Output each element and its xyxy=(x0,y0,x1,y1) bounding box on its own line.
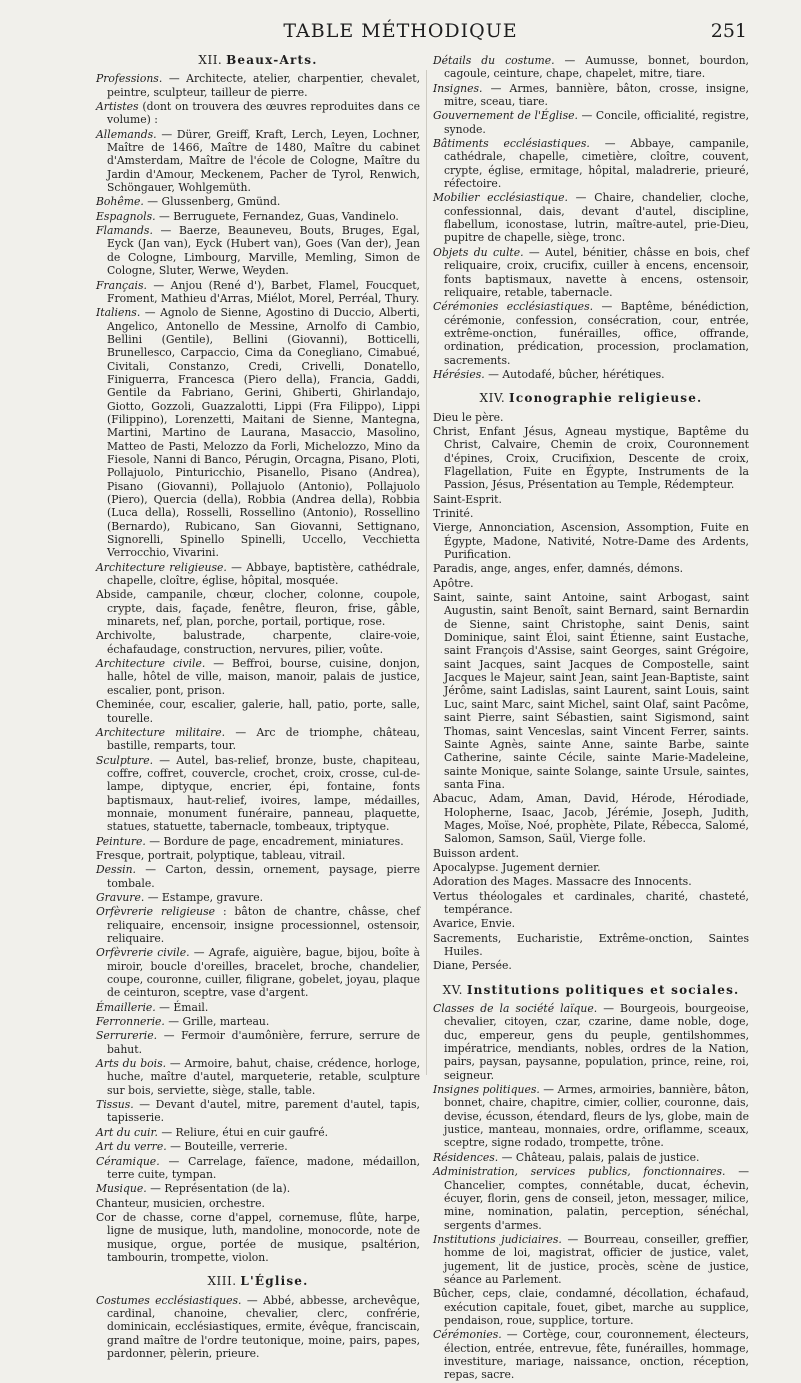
entry-text: Fresque, portrait, polyptique, tableau, vitrail. xyxy=(96,848,346,862)
entry-term: Musique. xyxy=(96,1182,147,1196)
entry-term: Céramique. xyxy=(96,1154,160,1168)
entry-term: Résidences. xyxy=(433,1150,499,1164)
index-entry xyxy=(433,368,749,381)
index-entry xyxy=(433,861,749,874)
index-entry xyxy=(96,726,420,753)
entry-text: — Château, palais, palais de justice. xyxy=(498,1150,700,1164)
entry-term: Émaillerie. xyxy=(96,1000,156,1014)
entry-term: Orfèvrerie religieuse xyxy=(96,905,216,919)
entry-term: Architecture civile. xyxy=(96,657,206,671)
entry-text: Apocalypse. Jugement dernier. xyxy=(433,860,601,874)
index-entry xyxy=(96,561,420,588)
entry-text: Dieu le père. xyxy=(433,410,504,424)
index-entry xyxy=(96,195,420,208)
index-entry xyxy=(96,835,420,848)
index-entry xyxy=(96,754,420,834)
page-header xyxy=(0,20,801,46)
entry-text: Diane, Persée. xyxy=(433,959,512,973)
entry-term: Arts du bois. xyxy=(96,1057,167,1071)
section-title: Iconographie religieuse. xyxy=(509,391,703,406)
section-number: XIV. xyxy=(479,391,506,406)
index-entry xyxy=(433,1287,749,1327)
entry-text: — Architecte, atelier, charpentier, chevalet, peintre, sculpteur, tailleur de pierre. xyxy=(107,72,420,99)
entry-text: Bûcher, ceps, claie, condamné, décollation, échafaud, exécution capitale, fouet, gibet, marche au supplice, pendaison, roue, supplice, torture. xyxy=(433,1287,749,1327)
index-entry xyxy=(96,224,420,277)
entry-text: — Émail. xyxy=(155,1000,209,1014)
entry-term: Insignes. xyxy=(433,81,483,95)
entry-term: Espagnols. xyxy=(96,209,156,223)
entry-text: Abside, campanile, chœur, clocher, colonne, coupole, crypte, dais, façade, fenêtre, fleuron, frise, gâble, minarets, nef, plan, porche, portail, portique, rose. xyxy=(96,588,420,629)
entry-term: Gouvernement de l'Église. xyxy=(433,109,578,123)
entry-term: Administration, services publics, fonctionnaires. xyxy=(433,1165,726,1179)
index-entry xyxy=(96,1197,420,1210)
index-entry xyxy=(433,959,749,972)
entry-text: Vierge, Annonciation, Ascension, Assomption, Fuite en Égypte, Madone, Nativité, Notre-Dame des Ardents, Purification. xyxy=(433,521,749,562)
left-column xyxy=(96,54,420,1361)
entry-text: Sacrements, Eucharistie, Extrême-onction, Saintes Huiles. xyxy=(433,931,749,958)
entry-text: Abacuc, Adam, Aman, David, Hérode, Hérodiade, Holopherne, Isaac, Jacob, Jérémie, Joseph, Judith, Mages, Moïse, Noé, prophète, Pilate, Rébecca, Salomé, Salomon, Samson, Saül, Vierge folle. xyxy=(433,792,749,846)
entry-text: Adoration des Mages. Massacre des Innocents. xyxy=(433,875,692,889)
entry-text: — Agrafe, aiguière, bague, bijou, boîte à miroir, boucle d'oreilles, bracelet, broche, chandelier, coupe, couronne, cuiller, filigrane, gobelet, joyau, plaque de ceinturon, sceptre, vase d'argent. xyxy=(107,946,420,1000)
index-entry xyxy=(96,1098,420,1125)
index-entry xyxy=(433,1083,749,1150)
index-entry xyxy=(433,54,749,81)
entry-text: Cor de chasse, corne d'appel, cornemuse, flûte, harpe, ligne de musique, luth, mandoline, monocorde, note de musique, orgue, portée de musique, psaltérion, tambourin, trompette, violon. xyxy=(96,1210,420,1264)
entry-text: Archivolte, balustrade, charpente, claire-voie, échafaudage, construction, nervures, pilier, voûte. xyxy=(96,629,420,656)
entry-term: Insignes politiques. xyxy=(433,1083,540,1097)
index-entry xyxy=(433,1151,749,1164)
entry-term: Architecture religieuse. xyxy=(96,560,227,574)
index-entry xyxy=(433,1002,749,1082)
entry-term: Bohême. xyxy=(96,195,144,209)
entry-text: — Armes, bannière, bâton, crosse, insigne, mitre, sceau, tiare. xyxy=(444,81,749,109)
index-entry xyxy=(96,905,420,945)
entry-term: Architecture militaire. xyxy=(96,725,226,739)
entry-text: — Abbaye, campanile, cathédrale, chapelle, cimetière, cloître, couvent, crypte, église, ermitage, hôpital, maladrerie, prieuré, réfectoire. xyxy=(444,137,749,191)
entry-term: Professions. xyxy=(96,72,163,86)
entry-text: — Armoire, bahut, chaise, crédence, horloge, huche, maître d'autel, marqueterie, retable, sculpture sur bois, serviette, siège, stalle, table. xyxy=(107,1057,421,1097)
section-title: Beaux-Arts. xyxy=(226,53,318,67)
entry-text: — Grille, marteau. xyxy=(164,1015,270,1029)
section-heading xyxy=(433,392,749,405)
entry-term: Italiens. xyxy=(96,306,141,320)
entry-text: — Arc de triomphe, château, bastille, remparts, tour. xyxy=(107,725,420,753)
entry-text: — Chaire, chandelier, cloche, confessionnal, dais, devant d'autel, discipline, flabellum, iconostase, lutrin, maître-autel, prie-Dieu, pupitre de chapelle, siège, tronc. xyxy=(444,191,749,245)
index-entry xyxy=(96,1015,420,1028)
column-divider xyxy=(426,70,427,1075)
entry-text: — Baerze, Beauneveu, Bouts, Bruges, Egal, Eyck (Jan van), Eyck (Hubert van), Goes (Van der), Jean de Cologne, Limbourg, Marville, Memling, Simon de Cologne, Sluter, Werwe, Weyden. xyxy=(107,224,420,278)
entry-text: Apôtre. xyxy=(433,576,474,590)
entry-text: — Cortège, cour, couronnement, électeurs, élection, entrée, entrevue, fête, funérailles, hommage, investiture, mariage, naissance, onction, réception, repas, sacre. xyxy=(444,1328,749,1382)
entry-term: Artistes xyxy=(96,100,139,114)
entry-term: Institutions judiciaires. xyxy=(433,1232,562,1246)
index-entry xyxy=(433,521,749,561)
index-entry xyxy=(96,210,420,223)
entry-term: Objets du culte. xyxy=(433,245,524,259)
entry-text: Cheminée, cour, escalier, galerie, hall, patio, porte, salle, tourelle. xyxy=(96,698,420,725)
index-entry xyxy=(96,128,420,195)
section-number: XIII. xyxy=(207,1274,237,1289)
index-entry xyxy=(96,849,420,862)
entry-text: — Agnolo de Sienne, Agostino di Duccio, Alberti, Angelico, Antonello de Messine, Arnolfo di Cambio, Bellini (Gentile), Bellini (Giovanni), Botticelli, Brunellesco, Carpaccio, Cima da Conegliano, Cimabué, Civitali, Constanzo, Credi, Crivelli, Donatello, Finiguerra, Francesca (Piero della), Francia, Gaddi, Gentile da Fabriano, Gerini, Ghiberti, Ghirlandajo, Giotto, Gozzoli, Guazzalotti, Lippi (Fra Filippo), Lippi (Filippino), Lorenzetti, Maitani de Sienne, Mantegna, Martini, Martino de Laurana, Masaccio, Masolino, Matteo de Pasti, Melozzo da Forli, Michelozzo, Mino da Fiesole, Nanni di Banco, Pérugin, Orcagna, Pisano, Ploti, Pollajuolo, Pinturicchio, Pisanello, Pisano (Andrea), Pisano (Giovanni), Pollajuolo (Antonio), Pollajuolo (Piero), Quercia (della), Robbia (Andrea della), Robbia (Luca della), Rosselli, Rossellino (Antonio), Rossellino (Bernardo), Rubicano, San Giovanni, Settignano, Signorelli, Spinello Spinelli, Uccello, Vecchietta Verrocchio, Vivarini. xyxy=(107,306,420,560)
entry-term: Art du verre. xyxy=(96,1140,167,1154)
index-entry xyxy=(96,1155,420,1182)
entry-text: Chanteur, musicien, orchestre. xyxy=(96,1196,265,1210)
index-entry xyxy=(96,1029,420,1056)
entry-text: — Fermoir d'aumônière, ferrure, serrure de bahut. xyxy=(107,1029,420,1056)
index-entry xyxy=(433,82,749,109)
entry-text: — Bourgeois, bourgeoise, chevalier, citoyen, czar, czarine, dame noble, doge, duc, empereur, gens du peuple, gentilshommes, impératrice, mendiants, nobles, ordres de la Nation, pairs, paysan, paysanne, population, prince, reine, roi, seigneur. xyxy=(444,1002,750,1082)
index-entry xyxy=(96,946,420,999)
index-entry xyxy=(96,1182,420,1195)
index-entry xyxy=(433,137,749,190)
entry-text: Avarice, Envie. xyxy=(433,917,516,931)
entry-term: Dessin. xyxy=(96,863,136,877)
entry-text: Saint-Esprit. xyxy=(433,492,502,506)
index-entry xyxy=(433,246,749,299)
entry-text: Vertus théologales et cardinales, charité, chasteté, tempérance. xyxy=(433,889,749,916)
entry-text: — Aumusse, bonnet, bourdon, cagoule, ceinture, chape, chapelet, mitre, tiare. xyxy=(444,54,749,81)
index-entry xyxy=(96,629,420,656)
index-entry xyxy=(433,191,749,244)
index-entry xyxy=(433,493,749,506)
entry-text: — Estampe, gravure. xyxy=(144,890,264,904)
index-entry xyxy=(96,1126,420,1139)
entry-text: Christ, Enfant Jésus, Agneau mystique, Baptême du Christ, Calvaire, Chemin de croix, Couronnement d'épines, Croix, Crucifixion, Descente de croix, Flagellation, Fuite en Égypte, Instruments de la Passion, Jésus, Présentation au Temple, Rédempteur. xyxy=(433,424,749,492)
entry-text: — Carrelage, faïence, madone, médaillon, terre cuite, tympan. xyxy=(107,1154,420,1181)
section-title: L'Église. xyxy=(240,1274,309,1289)
entry-term: Flamands. xyxy=(96,224,153,238)
entry-text: — Bourreau, conseiller, greffier, homme de loi, magistrat, officier de justice, valet, jugement, lit de justice, procès, scène de justice, séance au Parlement. xyxy=(444,1232,749,1286)
index-entry xyxy=(96,1140,420,1153)
entry-text: — Carton, dessin, ornement, paysage, pierre tombale. xyxy=(107,863,420,890)
entry-text: — Abbé, abbesse, archevêque, cardinal, chanoine, chevalier, clerc, confrérie, dominicain, ecclésiastiques, ermite, évêque, franciscain, grand maître de l'ordre teutonique, moine, pairs, papes, pardonner, pèlerin, prieure. xyxy=(107,1293,421,1360)
index-entry xyxy=(433,1233,749,1286)
entry-term: Orfèvrerie civile. xyxy=(96,946,190,960)
entry-text: — Autel, bénitier, châsse en bois, chef reliquaire, croix, crucifix, cuiller à encens, encensoir, fonts baptismaux, navette à encens, ostensoir, reliquaire, retable, tabernacle. xyxy=(444,245,749,299)
index-entry xyxy=(96,891,420,904)
entry-text: — Glussenberg, Gmünd. xyxy=(143,195,281,209)
entry-term: Bâtiments ecclésiastiques. xyxy=(433,137,590,151)
index-entry xyxy=(96,1001,420,1014)
entry-term: Costumes ecclésiastiques. xyxy=(96,1293,242,1307)
index-entry xyxy=(96,1294,420,1361)
index-entry xyxy=(433,109,749,136)
index-entry xyxy=(96,279,420,306)
entry-term: Hérésies. xyxy=(433,367,485,381)
entry-term: Serrurerie. xyxy=(96,1029,158,1043)
entry-term: Ferronnerie. xyxy=(96,1015,165,1029)
entry-term: Classes de la société laïque. xyxy=(433,1002,598,1016)
index-entry xyxy=(96,863,420,890)
entry-text: — Baptême, bénédiction, cérémonie, confession, consécration, cour, entrée, extrême-onction, funérailles, office, offrande, ordination, prédication, procession, proclamation, sacrements. xyxy=(444,300,749,367)
entry-text: — Anjou (René d'), Barbet, Flamel, Foucquet, Froment, Mathieu d'Arras, Miélot, Morel, Perréal, Thury. xyxy=(107,278,420,305)
right-column xyxy=(433,54,749,1383)
entry-term: Mobilier ecclésiastique. xyxy=(433,191,568,205)
entry-text: Buisson ardent. xyxy=(433,846,519,860)
index-entry xyxy=(433,577,749,590)
index-entry xyxy=(433,1328,749,1381)
entry-text: — Beffroi, bourse, cuisine, donjon, halle, hôtel de ville, maison, manoir, palais de justice, escalier, pont, prison. xyxy=(107,657,420,697)
entry-text: — Bouteille, verrerie. xyxy=(166,1140,288,1154)
entry-term: Gravure. xyxy=(96,890,145,904)
entry-text: — Autel, bas-relief, bronze, buste, chapiteau, coffre, coffret, couvercle, crochet, croix, crosse, cul-de-lampe, diptyque, encrier, épi, fontaine, fonts baptismaux, haut-relief, ivoires, lampe, médailles, monnaie, monument funéraire, panneau, plaquette, statues, statuette, tabernacle, tombeaux, triptyque. xyxy=(107,753,420,834)
entry-text: — Concile, officialité, registre, synode. xyxy=(444,109,749,136)
index-entry xyxy=(433,591,749,791)
index-entry xyxy=(96,100,420,127)
index-entry xyxy=(433,507,749,520)
index-entry xyxy=(96,306,420,560)
running-title: TABLE MÉTHODIQUE xyxy=(283,20,518,42)
entry-term: Cérémonies ecclésiastiques. xyxy=(433,300,594,314)
entry-text: — Berruguete, Fernandez, Guas, Vandinelo. xyxy=(155,209,399,223)
entry-text: Saint, sainte, saint Antoine, saint Arbogast, saint Augustin, saint Benoît, saint Bernard, saint Bernardin de Sienne, saint Christophe, saint Denis, saint Dominique, saint Éloi, saint Étienne, saint Eustache, saint François d'Assise, saint Georges, saint Grégoire, saint Jacques, saint Jacques de Compostelle, saint Jacques le Majeur, saint Jean, saint Jean-Baptiste, saint Jérôme, saint Ladislas, saint Laurent, saint Louis, saint Luc, saint Marc, saint Michel, saint Olaf, saint Pacôme, saint Pierre, saint Sébastien, saint Sigismond, saint Thomas, saint Venceslas, saint Vincent Ferrer, saints. Sainte Agnès, sainte Anne, sainte Barbe, sainte Catherine, sainte Cécile, sainte Marie-Madeleine, sainte Monique, sainte Solange, sainte Ursule, saintes, santa Fina. xyxy=(433,591,749,791)
index-entry xyxy=(433,425,749,492)
page-number: 251 xyxy=(710,20,747,42)
section-title: Institutions politiques et sociales. xyxy=(466,982,740,997)
entry-text: Paradis, ange, anges, enfer, damnés, démons. xyxy=(433,562,684,576)
index-entry xyxy=(96,657,420,697)
entry-term: Allemands. xyxy=(96,127,157,141)
index-entry xyxy=(433,1165,749,1232)
entry-text: — Armes, armoiries, bannière, bâton, bonnet, chaire, chapitre, cimier, collier, couronne, dais, devise, écusson, étendard, fleurs de lys, globe, main de justice, manteau, monnaies, ordre, oriflamme, sceaux, sceptre, signe rodado, trompette, trône. xyxy=(444,1083,749,1150)
index-entry xyxy=(96,72,420,99)
entry-text: (dont on trouvera des œuvres reproduites dans ce volume) : xyxy=(107,100,420,127)
index-entry xyxy=(433,411,749,424)
section-heading xyxy=(96,1275,420,1288)
entry-text: — Autodafé, bûcher, hérétiques. xyxy=(484,367,665,381)
index-entry xyxy=(433,917,749,930)
section-number: XII. xyxy=(198,53,223,67)
entry-term: Détails du costume. xyxy=(433,54,555,67)
entry-term: Tissus. xyxy=(96,1098,134,1112)
entry-text: — Devant d'autel, mitre, parement d'autel, tapis, tapisserie. xyxy=(107,1098,420,1125)
index-entry xyxy=(96,1057,420,1097)
index-entry xyxy=(433,890,749,917)
entry-text: — Bordure de page, encadrement, miniatures. xyxy=(145,834,404,848)
index-entry xyxy=(96,698,420,725)
entry-text: Trinité. xyxy=(433,507,474,520)
entry-term: Sculpture. xyxy=(96,753,154,767)
index-entry xyxy=(433,300,749,367)
index-entry xyxy=(433,932,749,959)
index-entry xyxy=(433,875,749,888)
index-entry xyxy=(96,1211,420,1264)
index-entry xyxy=(433,792,749,845)
index-entry xyxy=(96,588,420,628)
entry-term: Cérémonies. xyxy=(433,1328,502,1342)
index-entry xyxy=(433,847,749,860)
entry-text: — Reliure, étui en cuir gaufré. xyxy=(157,1125,329,1139)
entry-text: — Abbaye, baptistère, cathédrale, chapelle, cloître, église, hôpital, mosquée. xyxy=(107,560,420,588)
entry-term: Peinture. xyxy=(96,834,146,848)
entry-text: — Chancelier, comptes, connétable, ducat, échevin, écuyer, florin, gens de conseil, jeton, messager, milice, mine, nomination, palatin, perception, sénéchal, sergents d'armes. xyxy=(444,1165,749,1232)
entry-term: Art du cuir. xyxy=(96,1125,158,1139)
entry-text: — Représentation (de la). xyxy=(146,1182,291,1196)
entry-text: : bâton de chantre, châsse, chef reliquaire, encensoir, insigne processionnel, ostensoir, reliquaire. xyxy=(107,905,420,945)
entry-text: — Dürer, Greiff, Kraft, Lerch, Leyen, Lochner, Maître de 1466, Maître de 1480, Maître du cabinet d'Amsterdam, Maître de l'école de Cologne, Maître du Jardin d'Amour, Meckenem, Pacher de Tyrol, Renwich, Schöngauer, Wohlgemüth. xyxy=(107,127,420,195)
section-number: XV. xyxy=(442,982,463,997)
section-heading xyxy=(433,984,749,997)
index-entry xyxy=(433,562,749,575)
section-heading xyxy=(96,54,420,67)
entry-term: Français. xyxy=(96,278,147,292)
